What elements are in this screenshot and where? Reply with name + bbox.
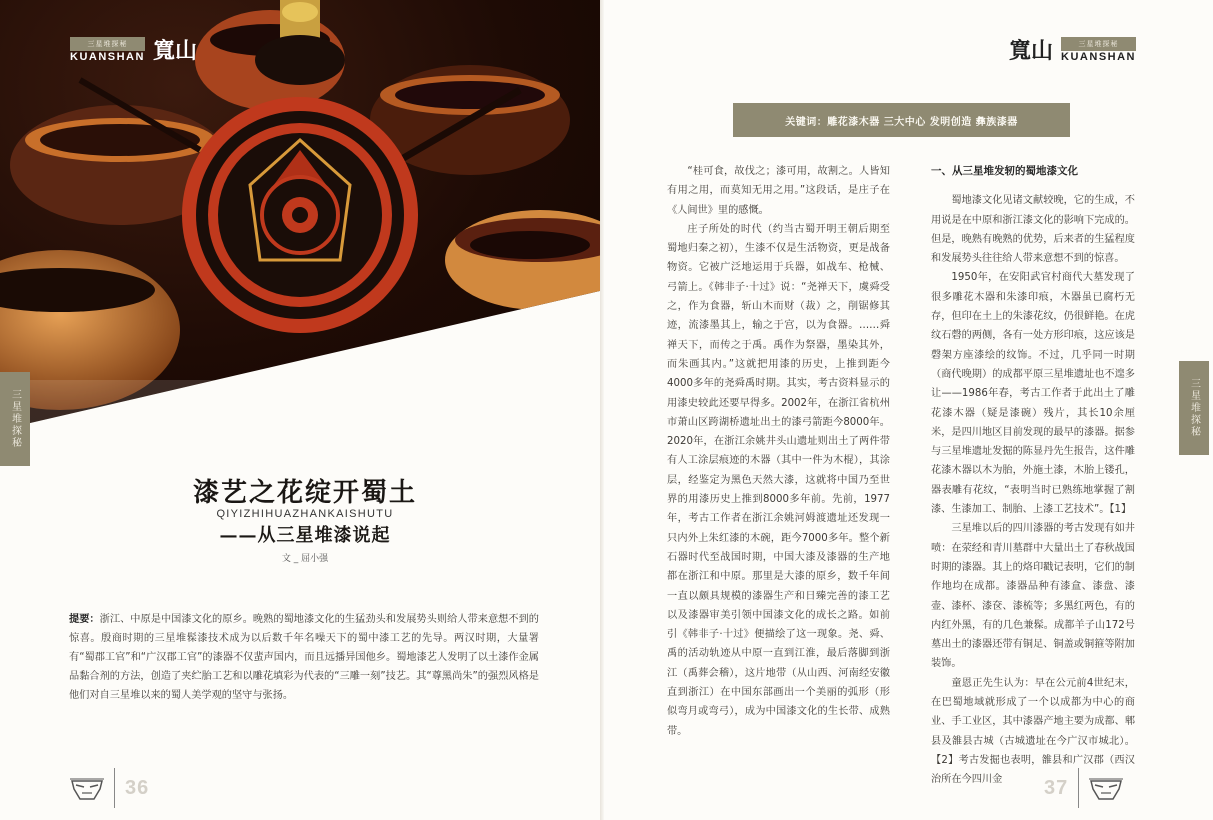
right-page	[604, 0, 1213, 820]
article-subtitle: ——从三星堆漆说起	[219, 525, 391, 546]
abstract-text: 浙江、中原是中国漆文化的原乡。晚熟的蜀地漆文化的生猛劲头和发展势头则给人带来意想不到的惊喜。殷商时期的三星堆髹漆技术成为以后数千年名噪天下的蜀中漆工艺的先导。两汉时期，大量署有“蜀郡工官”和“广汉郡工官”的漆器不仅蜚声国内，而且远播异国他乡。蜀地漆艺人发明了以土漆作金属品黏合剂的方法，创造了夹纻胎工艺和以雕花填彩为代表的“三雕一刻”技艺。其“尊黑尚朱”的强烈风格是他们对自三星堆以来的蜀人美学观的坚守与张扬。	[69, 614, 539, 701]
paragraph: 三星堆以后的四川漆器的考古发现有如井喷：在荥经和青川墓群中大量出土了春秋战国时期的漆器。其上的烙印戳记表明，它们的制作地均在成都。漆器品种有漆盒、漆盘、漆壶、漆杯、漆奁、漆梳等；多黑红两色，有的内红外黑，有的几色兼髹。成都羊子山172号墓出土的漆器还带有铜足、铜盖或铜箍等附加装饰。	[931, 523, 1135, 670]
keywords-bar: 关键词：雕花漆木器 三大中心 发明创造 彝族漆器	[733, 103, 1070, 137]
page-number-left: 36	[125, 776, 150, 799]
body-column-2	[931, 162, 1135, 790]
masthead-cn: 寬山	[152, 38, 197, 64]
page-number-right: 37	[1044, 776, 1069, 799]
masthead-right	[1009, 34, 1136, 65]
paragraph: 庄子所处的时代（约当古蜀开明王朝后期至蜀地归秦之初），生漆不仅是生活物资，更是战备物资。它被广泛地运用于兵器，如战车、枪械、弓箭上。《韩非子·十过》说：“尧禅天下，虞舜受之，作为食器，斩山木而财（裁）之，削锯修其迹，流漆墨其上，输之于宫，以为食器。……舜禅天下，而传之于禹。禹作为祭器，墨染其外，而朱画其内。”这就把用漆的历史，上推到距今4000多年的尧舜禹时期。其实，考古资料显示的用漆史较此还要早得多。2002年，在浙江省杭州市萧山区跨湖桥遗址出土的漆弓箭距今8000年。2020年，在浙江余姚井头山遗址则出土了两件带有人工涂层痕迹的木器（其中一件为木棍），其涂层，经鉴定为黑色天然大漆，这就将中国乃至世界的用漆历史上推到8000多年前。先前，1977年，考古工作者在浙江余姚河姆渡遗址还发现一只内外上朱红漆的木碗，距今7000多年。整个新石器时代至战国时期，中国大漆及漆器的生产地都在浙江和中原。那里是大漆的原乡，数千年间一直以颇具规模的漆器生产和日臻完善的漆工艺以及漆器审美引领中国漆文化的成长之路。如前引《韩非子·十过》便描绘了这一现象。尧、舜、禹的活动轨迹从中原一直到江淮，最后落脚到浙江（禹葬会稽），这片地带（从山西、河南经安徽直到浙江）在中国东部画出一个美丽的弧形（形似弯月或弯弓），成为中国漆文化的生长带、成熟带。	[667, 223, 890, 737]
folio-right	[1044, 768, 1123, 808]
bronze-mask-icon	[70, 775, 104, 801]
masthead-left	[70, 34, 197, 65]
bronze-mask-icon	[1089, 775, 1123, 801]
folio-divider	[1078, 768, 1079, 808]
paragraph: 蜀地漆文化见诸文献较晚，它的生成，不用说是在中原和浙江漆文化的影响下完成的。但是，晚熟有晚熟的优势，后来者的生猛程度和发展势头往往给人带来意想不到的惊喜。	[931, 195, 1135, 265]
article-title: 漆艺之花绽开蜀土	[192, 478, 417, 508]
masthead-tag: 三星堆探秘	[70, 37, 145, 51]
folio-divider	[114, 768, 115, 808]
masthead-cn-right: 寬山	[1009, 38, 1054, 64]
body-column-1	[667, 162, 890, 741]
folio-left	[70, 768, 149, 808]
masthead-en: KUANSHAN	[70, 50, 145, 63]
masthead-en-right: KUANSHAN	[1061, 50, 1136, 63]
paragraph: 童恩正先生认为：早在公元前4世纪末，在巴蜀地域就形成了一个以成都为中心的商业、手工业区，其中漆器产地主要为成都、郫县及雒县古城（古城遗址在今广汉市城北）。【2】考古发掘也表明，雒县和广汉郡（西汉治所在今四川金	[931, 677, 1135, 786]
side-tab-left: 三星堆探秘	[0, 372, 30, 466]
masthead-tag-right: 三星堆探秘	[1061, 37, 1136, 51]
side-tab-right: 三星堆探秘	[1179, 361, 1209, 455]
abstract	[69, 610, 539, 705]
paragraph: “桂可食，故伐之；漆可用，故割之。人皆知有用之用，而莫知无用之用。”这段话，是庄子在《人间世》里的感慨。	[667, 166, 890, 216]
paragraph: 1950年，在安阳武官村商代大墓发现了很多雕花木器和朱漆印痕，木器虽已腐朽无存，但印在土上的朱漆花纹，仍很鲜艳。在虎纹石磬的两侧，各有一处方形印痕，这应该是磬架方座漆绘的纹饰。不过，几乎同一时期（商代晚期）的成都平原三星堆遗址也不遑多让——1986年春，考古工作者于此出土了雕花漆木器（疑是漆碗）残片，其长10余厘米，是四川地区目前发现的最早的漆器。据参与三星堆遗址发掘的陈显丹先生报告，这件雕花漆木器以木为胎，外施土漆，木胎上镂孔，器表雕有花纹，“表明当时已熟练地掌握了割漆、生漆加工、制胎、上漆工艺技术”。【1】	[931, 272, 1135, 516]
left-page	[0, 0, 604, 820]
article-title-block	[150, 478, 460, 564]
article-title-pinyin: QIYIZHIHUAZHANKAISHUTU	[216, 508, 394, 520]
article-author: 文 _ 屈小强	[281, 554, 329, 564]
section-heading: 一、从三星堆发轫的蜀地漆文化	[931, 165, 1078, 177]
abstract-label: 提要：	[69, 614, 100, 625]
